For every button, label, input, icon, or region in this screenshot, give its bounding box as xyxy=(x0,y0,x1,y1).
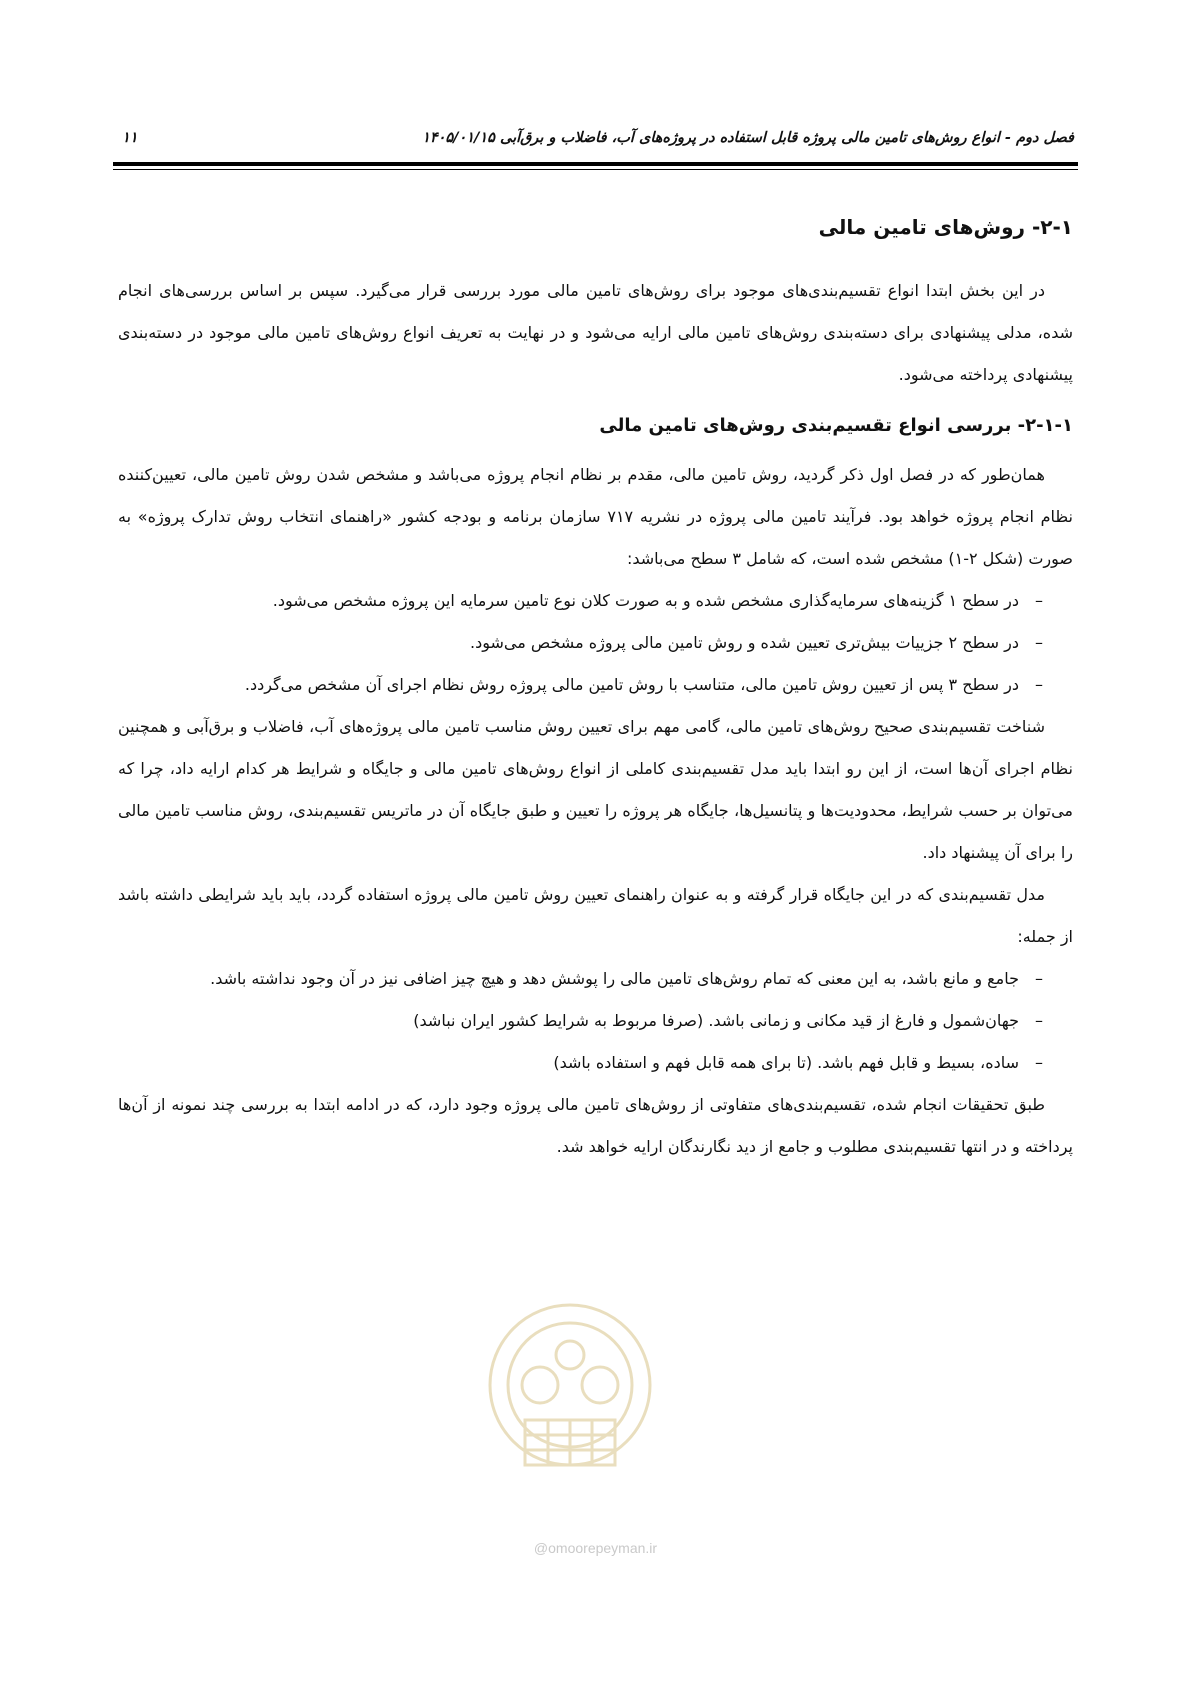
list-item-text: در سطح ۲ جزییات بیش‌تری تعیین شده و روش تامین مالی پروژه مشخص می‌شود. xyxy=(470,633,1019,652)
list-marker: – xyxy=(1035,633,1043,652)
page-number: ۱۱ xyxy=(122,130,138,146)
list-item-text: در سطح ۱ گزینه‌های سرمایه‌گذاری مشخص شده و به صورت کلان نوع تامین سرمایه این پروژه مشخص می‌شود. xyxy=(272,591,1019,610)
list-marker: – xyxy=(1035,969,1043,988)
running-header xyxy=(116,130,1074,154)
list-item xyxy=(118,622,1043,664)
list-item xyxy=(118,580,1043,622)
list-item xyxy=(118,1000,1043,1042)
model-requirements-paragraph: مدل تقسیم‌بندی که در این جایگاه قرار گرفته و به عنوان راهنمای تعیین روش تامین مالی پروژه استفاده گردد، باید باید شرایطی داشته باشد از جمله: xyxy=(118,885,1073,946)
list-marker: – xyxy=(1035,591,1043,610)
list-item xyxy=(118,958,1043,1000)
list-item-text: در سطح ۳ پس از تعیین روش تامین مالی، متناسب با روش تامین مالی پروژه روش نظام اجرای آن مشخص می‌گردد. xyxy=(244,675,1019,694)
research-paragraph: طبق تحقیقات انجام شده، تقسیم‌بندی‌های متفاوتی از روش‌های تامین مالی پروژه وجود دارد، که در ادامه ابتدا به بررسی چند نمونه از آن‌ها پرداخته و در انتها تقسیم‌بندی مطلوب و جامع از دید نگارندگان ارایه خواهد شد. xyxy=(118,1095,1073,1156)
list-item-text: جامع و مانع باشد، به این معنی که تمام روش‌های تامین مالی را پوشش دهد و هیچ چیز اضافی نیز در آن وجود نداشته باشد. xyxy=(210,969,1019,988)
list-marker: – xyxy=(1035,1011,1043,1030)
page-content xyxy=(118,212,1073,1168)
header-rule-thin xyxy=(113,169,1078,170)
list-item xyxy=(118,1042,1043,1084)
running-title: فصل دوم - انواع روش‌های تامین مالی پروژه قابل استفاده در پروژه‌های آب، فاضلاب و برق‌آبی ۱۴۰۵/۰۱/۱۵ xyxy=(422,130,1074,146)
list-marker: – xyxy=(1035,1053,1043,1072)
criteria-list xyxy=(118,958,1043,1084)
watermark-text: @omoorepeyman.ir xyxy=(533,1540,658,1556)
section-intro-paragraph: در این بخش ابتدا انواع تقسیم‌بندی‌های موجود برای روش‌های تامین مالی مورد بررسی قرار می‌گیرد. سپس بر اساس بررسی‌های انجام شده، مدلی پیشنهادی برای دسته‌بندی روش‌های تامین مالی ارایه می‌شود و در نهایت به تعریف انواع روش‌های تامین مالی موجود در دسته‌بندی پیشنهادی پرداخته می‌شود. xyxy=(118,281,1073,384)
header-rule-thick xyxy=(113,162,1078,166)
watermark-logo-icon xyxy=(470,1290,670,1510)
section-heading: ۲-۱- روش‌های تامین مالی xyxy=(818,215,1073,239)
classification-paragraph: شناخت تقسیم‌بندی صحیح روش‌های تامین مالی، گامی مهم برای تعیین روش مناسب تامین مالی پروژه‌های آب، فاضلاب و برق‌آبی و همچنین نظام اجرای آن‌ها است، از این رو ابتدا باید مدل تقسیم‌بندی کاملی از انواع روش‌های تامین مالی و جایگاه و شرایط هر کدام ارایه داد، چرا که می‌توان بر حسب شرایط، محدودیت‌ها و پتانسیل‌ها، جایگاه هر پروژه را تعیین و طبق جایگاه آن در ماتریس تقسیم‌بندی، روش مناسب تامین مالی را برای آن پیشنهاد داد. xyxy=(118,717,1073,862)
subsection-heading: ۲-۱-۱- بررسی انواع تقسیم‌بندی روش‌های تامین مالی xyxy=(599,415,1073,436)
levels-list xyxy=(118,580,1043,706)
list-item-text: ساده، بسیط و قابل فهم باشد. (تا برای همه قابل فهم و استفاده باشد) xyxy=(553,1053,1019,1072)
list-item xyxy=(118,664,1043,706)
process-paragraph: همان‌طور که در فصل اول ذکر گردید، روش تامین مالی، مقدم بر نظام انجام پروژه می‌باشد و مشخص شدن روش تامین مالی، تعیین‌کننده نظام انجام پروژه خواهد بود. فرآیند تامین مالی پروژه در نشریه ۷۱۷ سازمان برنامه و بودجه کشور «راهنمای انتخاب روش تدارک پروژه» به صورت (شکل ۲-۱) مشخص شده است، که شامل ۳ سطح می‌باشد: xyxy=(118,465,1074,568)
list-marker: – xyxy=(1035,675,1043,694)
list-item-text: جهان‌شمول و فارغ از قید مکانی و زمانی باشد. (صرفا مربوط به شرایط کشور ایران نباشد) xyxy=(413,1011,1019,1030)
